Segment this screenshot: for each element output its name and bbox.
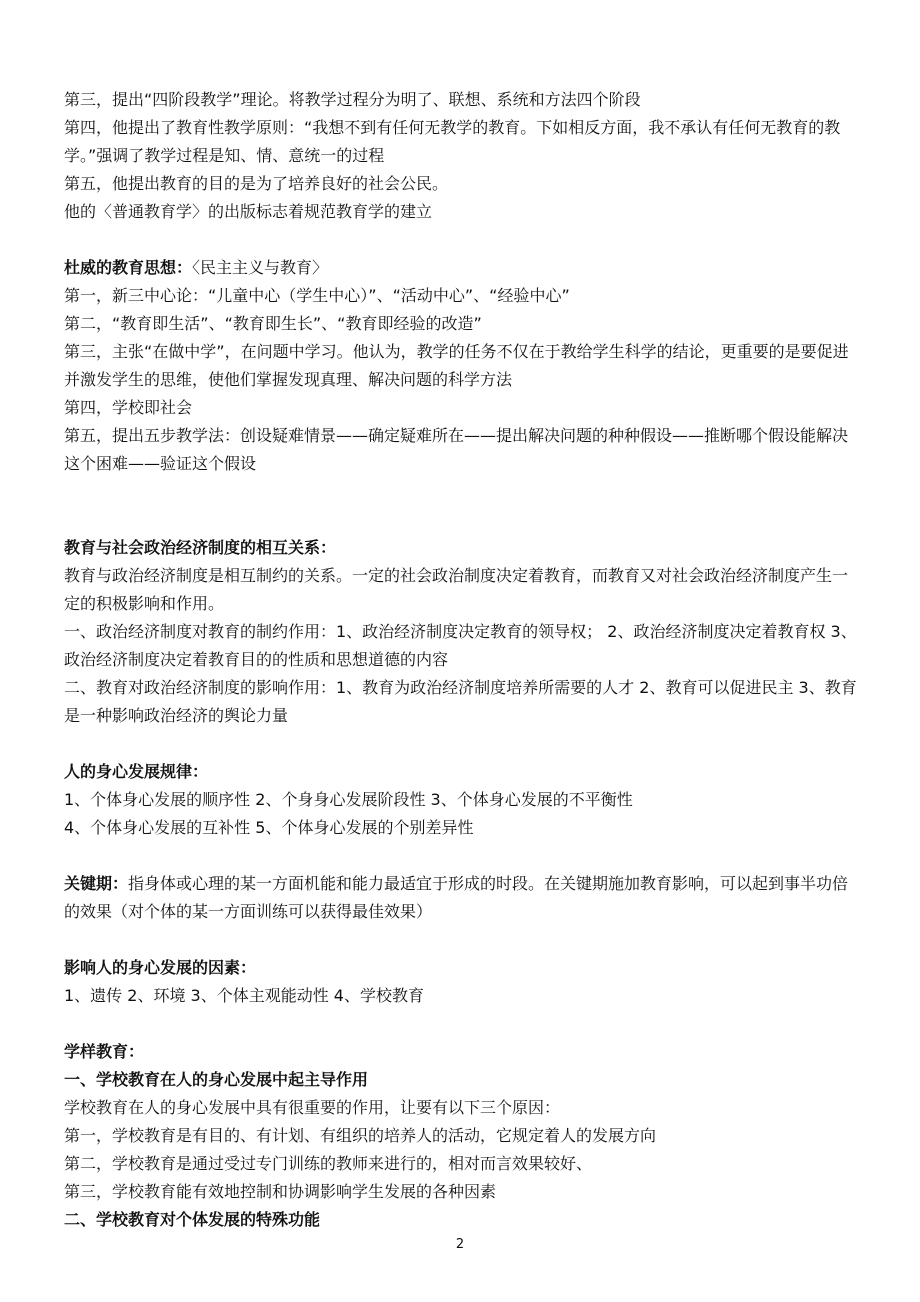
dewey-point-5: 第五，提出五步教学法：创设疑难情景——确定疑难所在——提出解决问题的种种假设——推断哪个假设能解决这个困难——验证这个假设 bbox=[64, 426, 849, 473]
herbart-book-note: 他的〈普通教育学〉的出版标志着规范教育学的建立 bbox=[64, 202, 433, 221]
page-number: 2 bbox=[455, 1237, 465, 1252]
development-law-line-2: 4、个体身心发展的互补性 5、个体身心发展的个别差异性 bbox=[64, 818, 474, 837]
politics-point-2: 二、教育对政治经济制度的影响作用：1、教育为政治经济制度培养所需要的人才 2、教育可以促进民主 3、教育是一种影响政治经济的舆论力量 bbox=[64, 678, 857, 725]
critical-period-paragraph bbox=[64, 870, 860, 926]
spacer bbox=[64, 842, 860, 870]
politics-heading: 教育与社会政治经济制度的相互关系： bbox=[64, 538, 337, 557]
critical-period-definition: 指身体或心理的某一方面机能和能力最适宜于形成的时段。在关键期施加教育影响，可以起到事半功倍的效果（对个体的某一方面训练可以获得最佳效果） bbox=[64, 874, 849, 921]
spacer bbox=[64, 730, 860, 758]
school-education-reason-1: 第一，学校教育是有目的、有计划、有组织的培养人的活动，它规定着人的发展方向 bbox=[64, 1126, 657, 1145]
development-law-heading: 人的身心发展规律： bbox=[64, 762, 209, 781]
dewey-point-4: 第四，学校即社会 bbox=[64, 398, 193, 417]
school-education-reason-3: 第三，学校教育能有效地控制和协调影响学生发展的各种因素 bbox=[64, 1182, 497, 1201]
herbart-point-3: 第三，提出“四阶段教学”理论。将教学过程分为明了、联想、系统和方法四个阶段 bbox=[64, 90, 641, 109]
politics-intro: 教育与政治经济制度是相互制约的关系。一定的社会政治制度决定着教育，而教育又对社会政治经济制度产生一定的积极影响和作用。 bbox=[64, 566, 849, 613]
dewey-point-1: 第一，新三中心论：“儿童中心（学生中心）”、“活动中心”、“经验中心” bbox=[64, 286, 570, 305]
politics-point-1: 一、政治经济制度对教育的制约作用：1、政治经济制度决定教育的领导权； 2、政治经济制度决定着教育权 3、政治经济制度决定着教育目的的性质和思想道德的内容 bbox=[64, 622, 857, 669]
spacer bbox=[64, 926, 860, 954]
dewey-point-3: 第三，主张“在做中学”，在问题中学习。他认为，教学的任务不仅在于教给学生科学的结论，更重要的是要促进并激发学生的思维，使他们掌握发现真理、解决问题的科学方法 bbox=[64, 342, 849, 389]
critical-period-term: 关键期： bbox=[64, 874, 129, 893]
spacer bbox=[64, 1010, 860, 1038]
dewey-heading-bold: 杜威的教育思想： bbox=[64, 258, 193, 277]
spacer bbox=[64, 226, 860, 254]
dewey-heading-book: 〈民主主义与教育〉 bbox=[192, 258, 329, 277]
dewey-point-2: 第二，“教育即生活”、“教育即生长”、“教育即经验的改造” bbox=[64, 314, 482, 333]
dewey-heading bbox=[64, 254, 860, 282]
document-body bbox=[64, 86, 860, 1234]
development-law-line-1: 1、个体身心发展的顺序性 2、个身身心发展阶段性 3、个体身心发展的不平衡性 bbox=[64, 790, 633, 809]
spacer bbox=[64, 478, 860, 534]
herbart-point-5: 第五，他提出教育的目的是为了培养良好的社会公民。 bbox=[64, 174, 449, 193]
factors-list: 1、遗传 2、环境 3、个体主观能动性 4、学校教育 bbox=[64, 986, 424, 1005]
school-education-subtitle-1: 一、学校教育在人的身心发展中起主导作用 bbox=[64, 1070, 369, 1089]
school-education-reason-2: 第二，学校教育是通过受过专门训练的教师来进行的，相对而言效果较好、 bbox=[64, 1154, 593, 1173]
school-education-intro: 学校教育在人的身心发展中具有很重要的作用，让要有以下三个原因： bbox=[64, 1098, 561, 1117]
herbart-point-4: 第四，他提出了教育性教学原则：“我想不到有任何无教学的教育。下如相反方面，我不承认有任何无教育的教学。”强调了教学过程是知、情、意统一的过程 bbox=[64, 118, 841, 165]
school-education-heading: 学样教育： bbox=[64, 1042, 145, 1061]
school-education-subtitle-2: 二、学校教育对个体发展的特殊功能 bbox=[64, 1210, 321, 1229]
factors-heading: 影响人的身心发展的因素： bbox=[64, 958, 257, 977]
